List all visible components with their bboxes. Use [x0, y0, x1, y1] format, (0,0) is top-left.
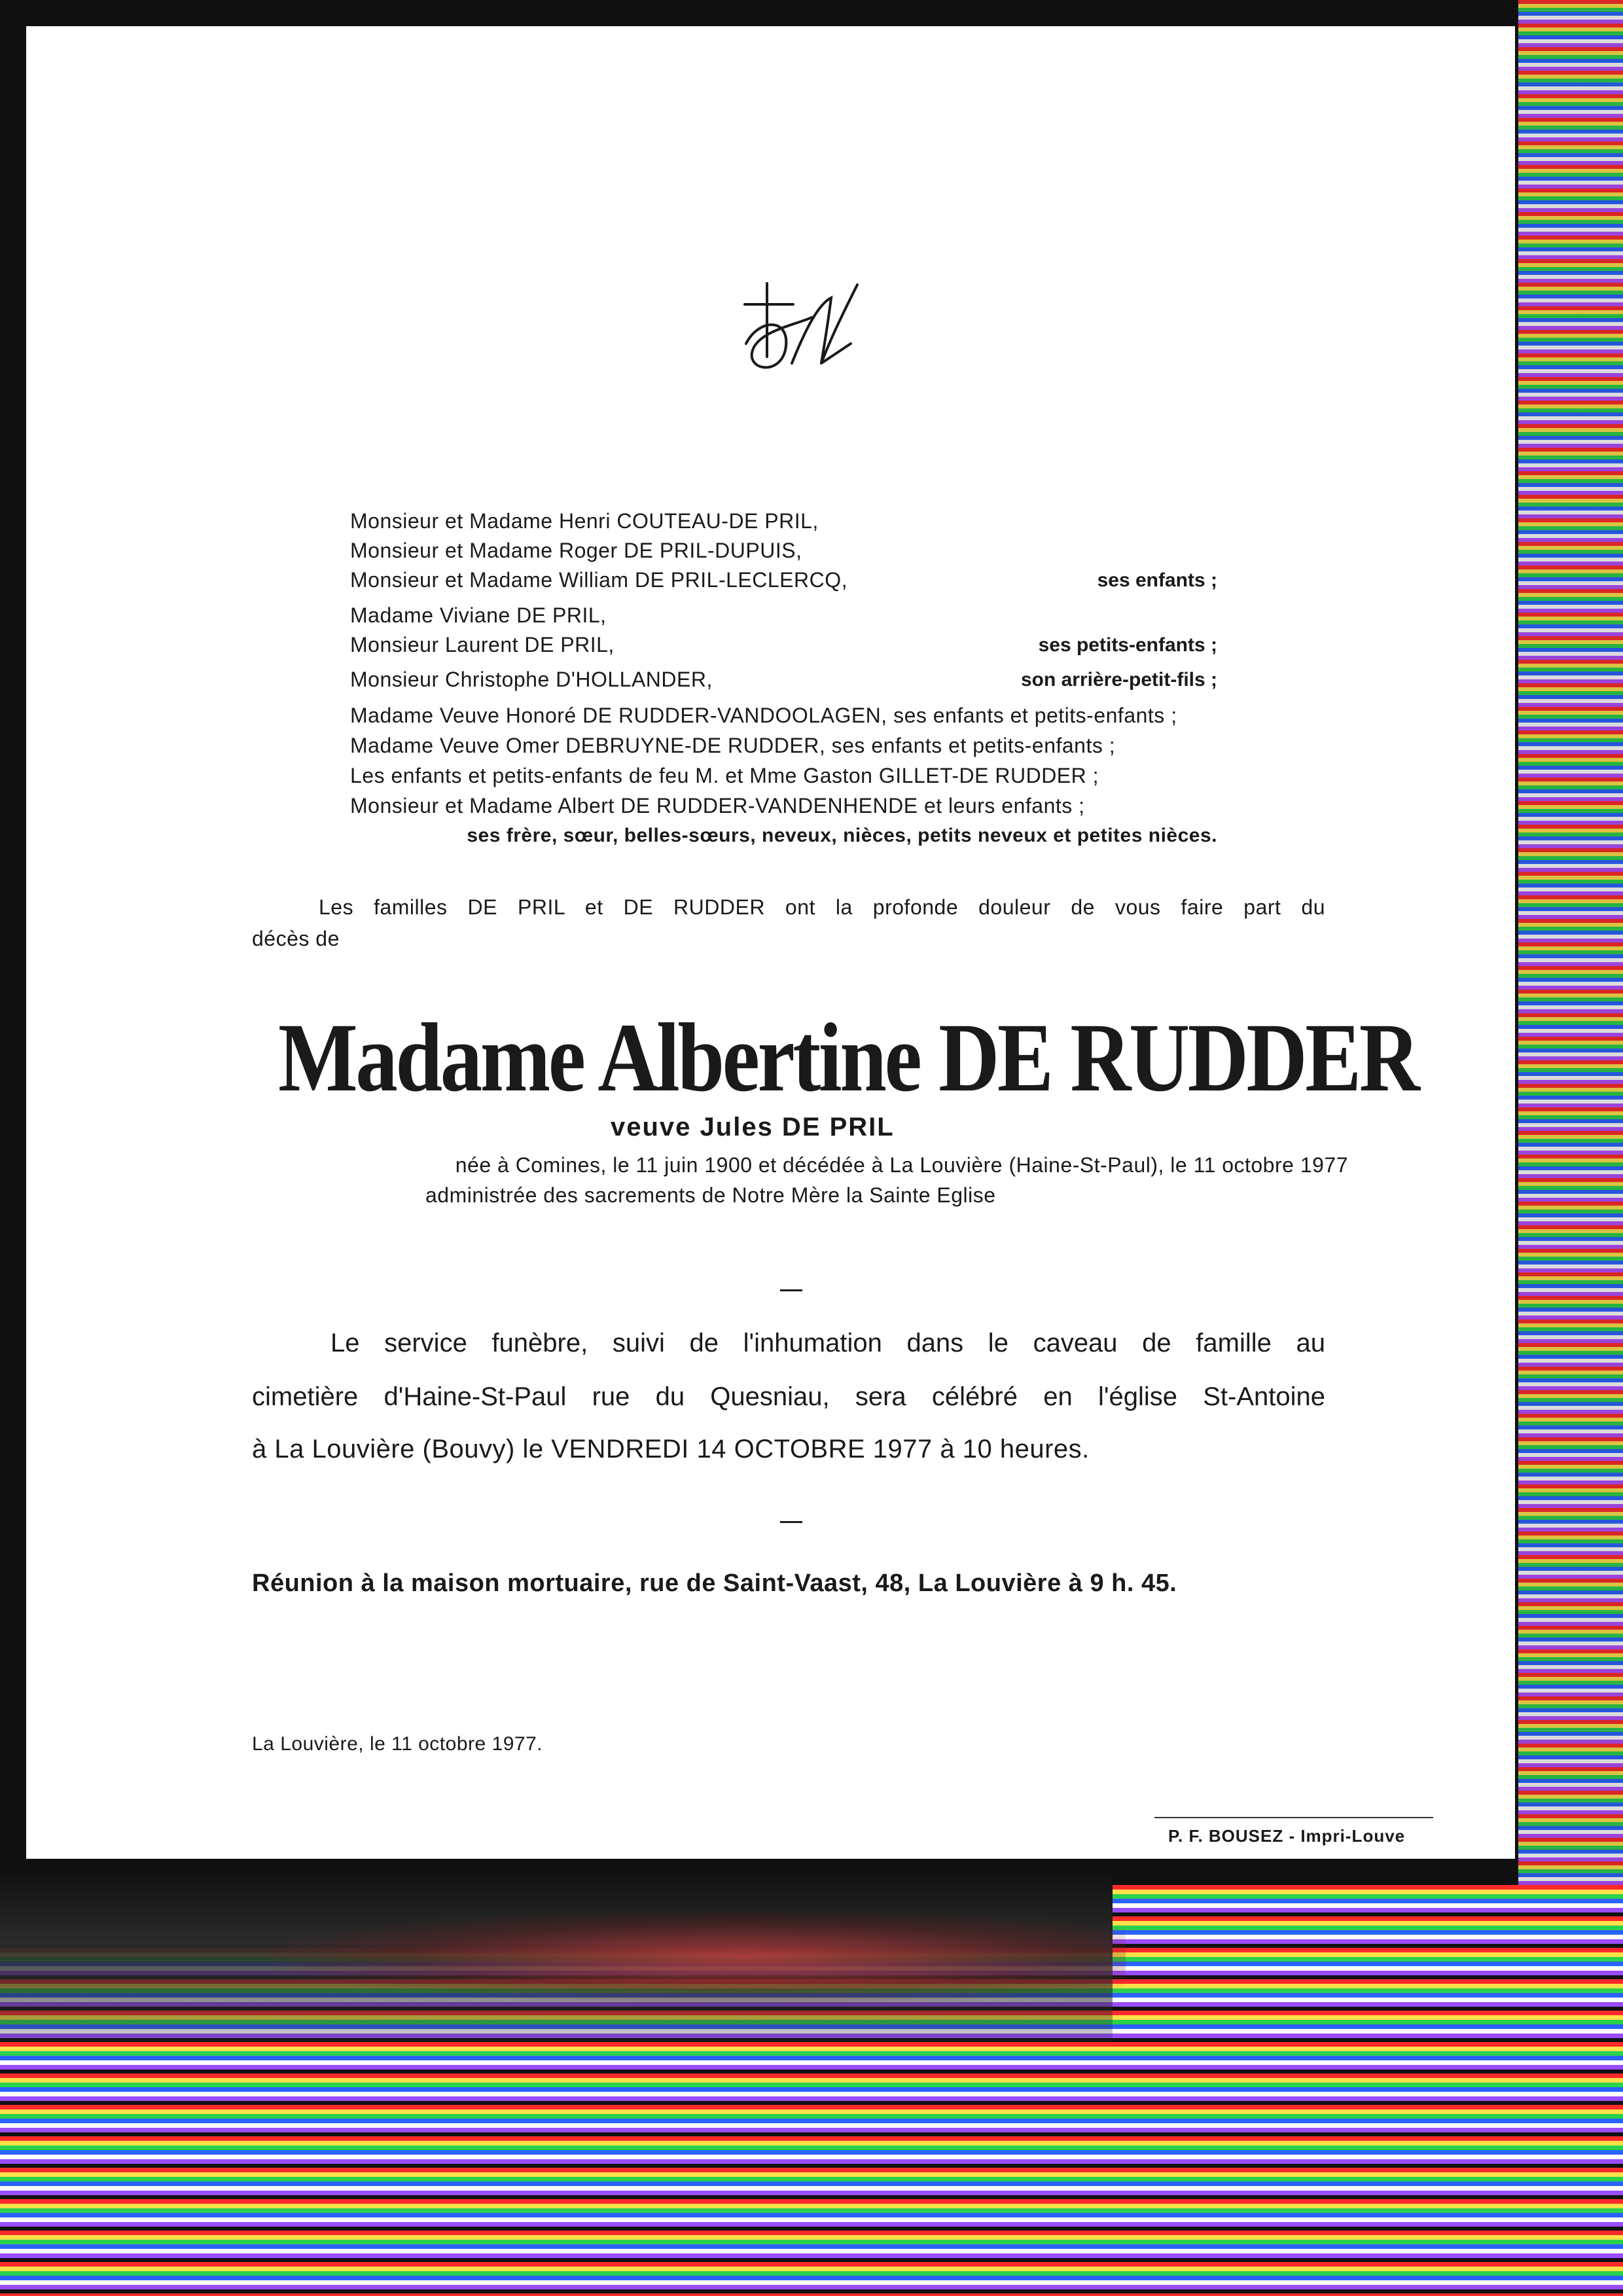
siblings-line: ses frère, sœur, belles-sœurs, neveux, nièces, petits neveux et petites nièces.	[467, 825, 1217, 846]
deceased-name: Madame Albertine DE RUDDER	[278, 1003, 1418, 1112]
printer-rule	[1154, 1817, 1433, 1818]
family-line-10: Monsieur et Madame Albert DE RUDDER-VANDENHENDE et leurs enfants ;	[350, 794, 1085, 817]
gathering-line: Réunion à la maison mortuaire, rue de Saint-Vaast, 48, La Louvière à 9 h. 45.	[252, 1570, 1177, 1597]
cross-monogram-icon	[733, 278, 864, 383]
family-line-1: Monsieur et Madame Henri COUTEAU-DE PRIL,	[350, 509, 819, 533]
announcement-line-1: Les familles DE PRIL et DE RUDDER ont la profonde douleur de vous faire part du	[319, 895, 1325, 919]
sacraments-line: administrée des sacrements de Notre Mère la Sainte Eglise	[425, 1183, 996, 1207]
family-line-8: Madame Veuve Omer DEBRUYNE-DE RUDDER, ses enfants et petits-enfants ;	[350, 734, 1116, 757]
family-line-3: Monsieur et Madame William DE PRIL-LECLERCQ,	[350, 568, 847, 592]
family-line-9: Les enfants et petits-enfants de feu M. et Mme Gaston GILLET-DE RUDDER ;	[350, 764, 1099, 787]
printer-credit: P. F. BOUSEZ - Impri-Louve	[1168, 1826, 1406, 1846]
family-line-4: Madame Viviane DE PRIL,	[350, 603, 607, 627]
separator-dash-2	[780, 1521, 802, 1523]
place-date: La Louvière, le 11 octobre 1977.	[252, 1733, 543, 1755]
announcement-line-2: décès de	[252, 927, 340, 950]
family-line-6: Monsieur Christophe D'HOLLANDER,	[350, 668, 713, 691]
birth-death-line: née à Comines, le 11 juin 1900 et décédée à La Louvière (Haine-St-Paul), le 11 octobre 1977	[455, 1153, 1348, 1177]
service-line-1: Le service funèbre, suivi de l'inhumation dans le caveau de famille au	[330, 1329, 1325, 1357]
family-line-2: Monsieur et Madame Roger DE PRIL-DUPUIS,	[350, 539, 802, 562]
scanner-stripes-right	[1518, 0, 1623, 1898]
family-line-7: Madame Veuve Honoré DE RUDDER-VANDOOLAGEN, ses enfants et petits-enfants ;	[350, 704, 1177, 727]
widow-of: veuve Jules DE PRIL	[611, 1113, 895, 1141]
scanner-smear	[275, 1911, 1126, 2003]
role-grandchildren: ses petits-enfants ;	[1038, 634, 1217, 656]
service-line-3: à La Louvière (Bouvy) le VENDREDI 14 OCTOBRE 1977 à 10 heures.	[252, 1435, 1090, 1463]
separator-dash-1	[780, 1289, 802, 1291]
family-line-5: Monsieur Laurent DE PRIL,	[350, 633, 615, 656]
role-children: ses enfants ;	[1097, 569, 1217, 591]
role-great-grandchild: son arrière-petit-fils ;	[1020, 669, 1217, 691]
death-notice-page	[26, 26, 1515, 1859]
service-line-2: cimetière d'Haine-St-Paul rue du Quesniau, sera célébré en l'église St-Antoine	[252, 1382, 1325, 1411]
